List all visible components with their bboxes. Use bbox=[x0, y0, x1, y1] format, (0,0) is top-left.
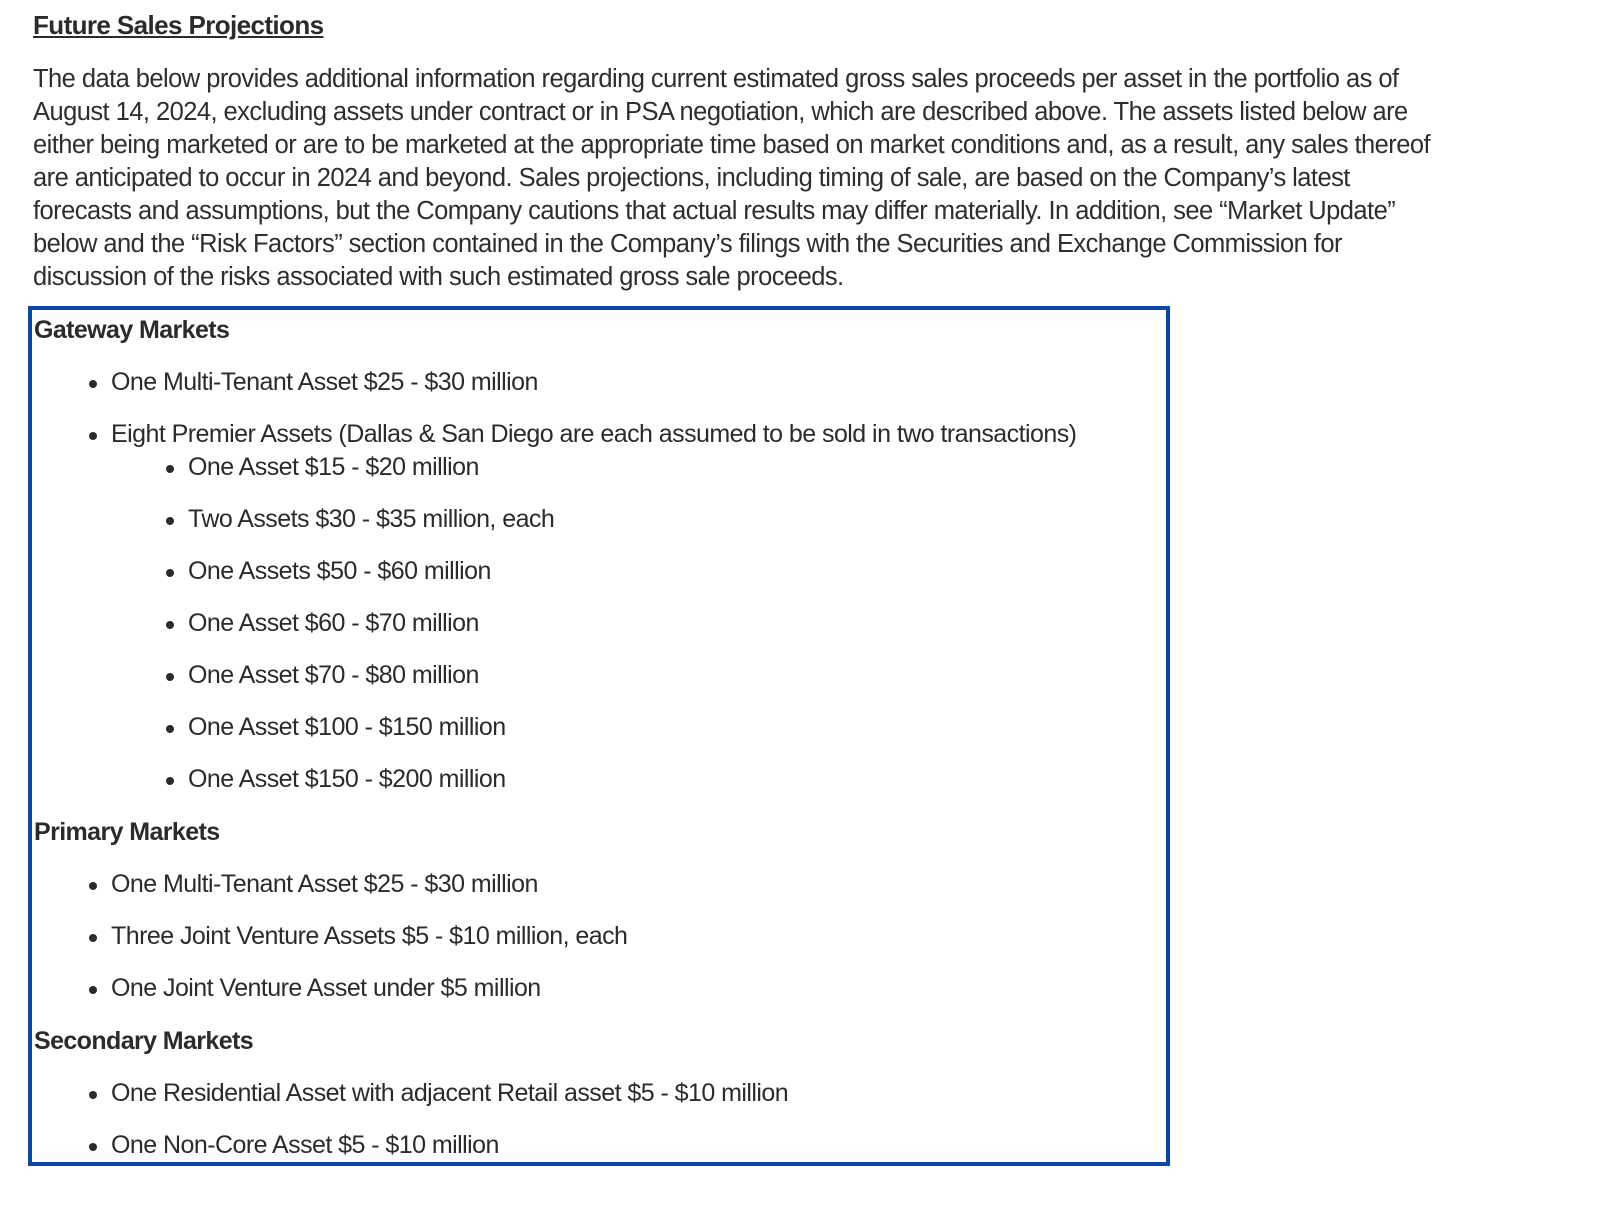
list-item bbox=[111, 870, 538, 899]
list-item bbox=[111, 974, 541, 1003]
section-title-secondary: Secondary Markets bbox=[34, 1027, 254, 1055]
section-title-primary: Primary Markets bbox=[34, 818, 220, 846]
list-item-text: One Residential Asset with adjacent Retail asset $5 - $10 million bbox=[111, 1079, 789, 1107]
list-item-text: One Asset $70 - $80 million bbox=[188, 661, 479, 689]
list-item-text: One Asset $150 - $200 million bbox=[188, 765, 506, 793]
intro-line: The data below provides additional information regarding current estimated gross sales proceeds per asset in the portfolio as of bbox=[33, 65, 1399, 93]
list-item-text: One Asset $60 - $70 million bbox=[188, 609, 479, 637]
bullet-icon bbox=[89, 380, 97, 388]
list-item bbox=[111, 1131, 499, 1160]
list-item bbox=[111, 368, 538, 397]
sub-list-item bbox=[188, 557, 491, 586]
bullet-icon bbox=[166, 517, 174, 525]
bullet-icon bbox=[89, 934, 97, 942]
sub-list-item bbox=[188, 505, 554, 534]
sub-list-item bbox=[188, 453, 479, 482]
intro-line: below and the “Risk Factors” section contained in the Company’s filings with the Securities and Exchange Commission for bbox=[33, 230, 1342, 258]
intro-line: either being marketed or are to be marketed at the appropriate time based on market conditions and, as a result, any sales thereof bbox=[33, 131, 1431, 159]
list-item-text: Eight Premier Assets (Dallas & San Diego are each assumed to be sold in two transactions) bbox=[111, 420, 1077, 448]
list-item-text: Two Assets $30 - $35 million, each bbox=[188, 505, 555, 533]
highlight-box bbox=[28, 306, 1170, 1166]
list-item-text: One Multi-Tenant Asset $25 - $30 million bbox=[111, 368, 538, 396]
bullet-icon bbox=[89, 432, 97, 440]
list-item bbox=[111, 922, 627, 951]
bullet-icon bbox=[89, 1143, 97, 1151]
list-item-text: One Non-Core Asset $5 - $10 million bbox=[111, 1131, 499, 1159]
bullet-icon bbox=[166, 621, 174, 629]
intro-line: August 14, 2024, excluding assets under contract or in PSA negotiation, which are described above. The assets listed below are bbox=[33, 98, 1408, 126]
bullet-icon bbox=[89, 882, 97, 890]
bullet-icon bbox=[166, 569, 174, 577]
list-item-text: One Joint Venture Asset under $5 million bbox=[111, 974, 541, 1002]
section-title-gateway: Gateway Markets bbox=[34, 316, 230, 344]
intro-line: discussion of the risks associated with such estimated gross sale proceeds. bbox=[33, 263, 844, 291]
list-item-text: One Assets $50 - $60 million bbox=[188, 557, 491, 585]
bullet-icon bbox=[166, 777, 174, 785]
sub-list-item bbox=[188, 713, 506, 742]
list-item bbox=[111, 1079, 788, 1108]
page-title: Future Sales Projections bbox=[33, 10, 324, 40]
list-item-text: Three Joint Venture Assets $5 - $10 million, each bbox=[111, 922, 628, 950]
sub-list-item bbox=[188, 765, 506, 794]
intro-paragraph bbox=[33, 63, 1593, 294]
bullet-icon bbox=[166, 673, 174, 681]
list-item-text: One Multi-Tenant Asset $25 - $30 million bbox=[111, 870, 538, 898]
list-item bbox=[111, 420, 1076, 449]
sub-list-item bbox=[188, 609, 479, 638]
bullet-icon bbox=[166, 465, 174, 473]
bullet-icon bbox=[89, 986, 97, 994]
bullet-icon bbox=[166, 725, 174, 733]
list-item-text: One Asset $15 - $20 million bbox=[188, 453, 479, 481]
list-item-text: One Asset $100 - $150 million bbox=[188, 713, 506, 741]
bullet-icon bbox=[89, 1091, 97, 1099]
sub-list-item bbox=[188, 661, 479, 690]
intro-line: forecasts and assumptions, but the Company cautions that actual results may differ materially. In addition, see “Market Update” bbox=[33, 197, 1396, 225]
intro-line: are anticipated to occur in 2024 and beyond. Sales projections, including timing of sale, are based on the Company’s latest bbox=[33, 164, 1350, 192]
